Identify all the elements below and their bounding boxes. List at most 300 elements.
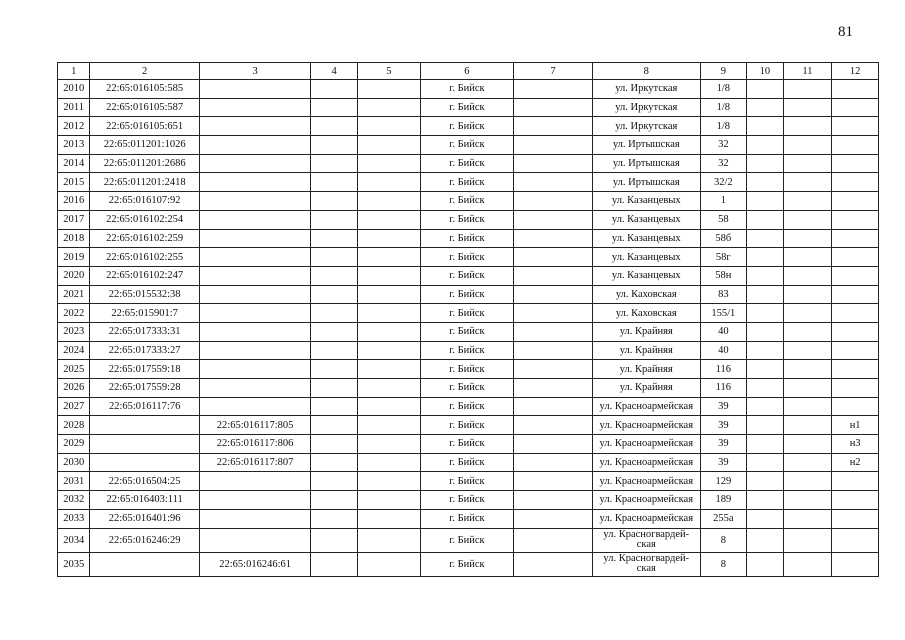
table-cell <box>357 154 420 173</box>
table-cell <box>747 341 783 360</box>
table-cell <box>783 229 832 248</box>
table-cell <box>514 154 593 173</box>
table-cell <box>357 360 420 379</box>
table-cell: 2013 <box>58 136 90 155</box>
table-cell: г. Бийск <box>420 173 513 192</box>
table-cell <box>311 397 358 416</box>
table-cell <box>357 266 420 285</box>
column-header: 4 <box>311 63 358 80</box>
table-cell <box>514 379 593 398</box>
table-cell: ул. Крайняя <box>593 322 700 341</box>
table-cell <box>747 509 783 528</box>
table-cell: г. Бийск <box>420 248 513 267</box>
table-cell: 189 <box>700 491 747 510</box>
table-cell <box>90 416 199 435</box>
table-cell: 22:65:011201:2418 <box>90 173 199 192</box>
table-cell: 22:65:016117:76 <box>90 397 199 416</box>
table-cell <box>357 322 420 341</box>
table-cell: 32 <box>700 136 747 155</box>
table-cell: 2012 <box>58 117 90 136</box>
table-cell <box>783 248 832 267</box>
table-cell <box>747 98 783 117</box>
table-cell <box>357 552 420 576</box>
table-cell <box>783 397 832 416</box>
table-cell: 22:65:016246:29 <box>90 528 199 552</box>
table-row <box>58 173 879 192</box>
table-cell <box>783 435 832 454</box>
table-cell: ул. Иркутская <box>593 98 700 117</box>
table-cell <box>832 472 879 491</box>
table-cell <box>311 416 358 435</box>
table-cell: ул. Красноармейская <box>593 472 700 491</box>
table-cell <box>357 248 420 267</box>
table-cell <box>783 117 832 136</box>
table-cell: г. Бийск <box>420 266 513 285</box>
table-cell <box>311 360 358 379</box>
table-cell <box>311 341 358 360</box>
table-cell <box>199 266 310 285</box>
table-cell <box>747 491 783 510</box>
table-cell <box>747 552 783 576</box>
table-cell <box>357 285 420 304</box>
table-cell <box>514 435 593 454</box>
table-cell: 39 <box>700 453 747 472</box>
table-cell <box>783 136 832 155</box>
table-cell <box>747 322 783 341</box>
table-row <box>58 192 879 211</box>
table-cell <box>514 266 593 285</box>
table-cell <box>199 509 310 528</box>
table-cell: н3 <box>832 435 879 454</box>
table-cell: г. Бийск <box>420 285 513 304</box>
table-cell <box>747 304 783 323</box>
table-cell <box>199 379 310 398</box>
table-cell <box>783 453 832 472</box>
table-cell: ул. Казанцевых <box>593 229 700 248</box>
table-cell <box>514 173 593 192</box>
column-header: 7 <box>514 63 593 80</box>
table-cell <box>783 360 832 379</box>
table-cell: 22:65:017333:31 <box>90 322 199 341</box>
table-cell <box>199 248 310 267</box>
column-header: 3 <box>199 63 310 80</box>
table-cell: 2021 <box>58 285 90 304</box>
column-header: 5 <box>357 63 420 80</box>
table-cell: 2017 <box>58 210 90 229</box>
table-cell: 2011 <box>58 98 90 117</box>
table-cell <box>783 472 832 491</box>
table-cell <box>514 341 593 360</box>
table-cell <box>357 453 420 472</box>
table-cell <box>357 397 420 416</box>
table-cell <box>747 210 783 229</box>
table-cell <box>199 491 310 510</box>
table-cell: г. Бийск <box>420 416 513 435</box>
table-cell: 22:65:016105:587 <box>90 98 199 117</box>
table-cell: 1/8 <box>700 80 747 99</box>
table-cell: ул. Крайняя <box>593 341 700 360</box>
table-cell <box>514 285 593 304</box>
table-cell <box>514 304 593 323</box>
table-cell <box>311 98 358 117</box>
table-cell <box>747 528 783 552</box>
table-cell: 22:65:016117:806 <box>199 435 310 454</box>
table-cell <box>783 285 832 304</box>
table-row <box>58 80 879 99</box>
table-cell: г. Бийск <box>420 154 513 173</box>
table-cell: ул. Иртышская <box>593 136 700 155</box>
table-cell <box>311 266 358 285</box>
table-cell <box>747 397 783 416</box>
table-cell: 2019 <box>58 248 90 267</box>
table-cell <box>199 285 310 304</box>
table-row <box>58 248 879 267</box>
table-cell <box>747 136 783 155</box>
table-cell: 1/8 <box>700 117 747 136</box>
table-cell: 22:65:016246:61 <box>199 552 310 576</box>
table-cell: г. Бийск <box>420 491 513 510</box>
table-row <box>58 360 879 379</box>
table-cell <box>783 266 832 285</box>
table-cell <box>90 453 199 472</box>
table-cell <box>747 248 783 267</box>
table-cell <box>832 528 879 552</box>
table-cell <box>747 453 783 472</box>
column-header: 1 <box>58 63 90 80</box>
table-cell <box>747 416 783 435</box>
table-cell <box>311 491 358 510</box>
table-row <box>58 491 879 510</box>
table-cell: 22:65:016102:255 <box>90 248 199 267</box>
table-cell <box>783 210 832 229</box>
table-cell: 1/8 <box>700 98 747 117</box>
table-row <box>58 509 879 528</box>
table-cell <box>311 528 358 552</box>
table-cell: 22:65:016401:96 <box>90 509 199 528</box>
table-cell: 255а <box>700 509 747 528</box>
table-cell <box>832 229 879 248</box>
table-cell <box>357 98 420 117</box>
table-cell <box>832 248 879 267</box>
table-cell <box>311 210 358 229</box>
table-cell <box>832 322 879 341</box>
table-cell: 58г <box>700 248 747 267</box>
table-cell <box>783 173 832 192</box>
table-cell: 129 <box>700 472 747 491</box>
table-cell: ул. Иркутская <box>593 117 700 136</box>
table-cell <box>783 552 832 576</box>
table-cell: г. Бийск <box>420 341 513 360</box>
table-cell: 22:65:016117:807 <box>199 453 310 472</box>
table-cell <box>832 80 879 99</box>
table-cell <box>199 210 310 229</box>
table-cell: г. Бийск <box>420 136 513 155</box>
table-cell: г. Бийск <box>420 509 513 528</box>
table-cell <box>311 472 358 491</box>
table-cell <box>514 416 593 435</box>
table-cell <box>357 435 420 454</box>
table-cell: 58б <box>700 229 747 248</box>
column-header: 6 <box>420 63 513 80</box>
table-cell <box>832 285 879 304</box>
table-cell <box>514 397 593 416</box>
table-cell: 22:65:016105:585 <box>90 80 199 99</box>
table-cell <box>199 98 310 117</box>
table-cell: ул. Красноармейская <box>593 416 700 435</box>
table-row <box>58 285 879 304</box>
table-cell: 58 <box>700 210 747 229</box>
table-cell <box>514 360 593 379</box>
table-cell <box>832 304 879 323</box>
table-cell: г. Бийск <box>420 453 513 472</box>
table-cell: г. Бийск <box>420 528 513 552</box>
table-cell: 155/1 <box>700 304 747 323</box>
table-cell <box>747 360 783 379</box>
table-cell <box>311 304 358 323</box>
table-cell: г. Бийск <box>420 379 513 398</box>
table-cell: 2028 <box>58 416 90 435</box>
table-cell <box>311 379 358 398</box>
table-cell <box>514 98 593 117</box>
table-cell <box>357 229 420 248</box>
table-cell <box>357 173 420 192</box>
table-cell: 2010 <box>58 80 90 99</box>
table-cell: ул. Крайняя <box>593 360 700 379</box>
table-row <box>58 397 879 416</box>
table-cell: г. Бийск <box>420 117 513 136</box>
table-cell <box>832 360 879 379</box>
table-cell: 39 <box>700 435 747 454</box>
table-cell: г. Бийск <box>420 304 513 323</box>
table-cell: 22:65:016102:254 <box>90 210 199 229</box>
table-cell <box>311 435 358 454</box>
table-row <box>58 528 879 552</box>
table-cell: г. Бийск <box>420 210 513 229</box>
table-cell <box>514 80 593 99</box>
table-cell <box>199 322 310 341</box>
table-cell <box>832 210 879 229</box>
table-cell: 22:65:016117:805 <box>199 416 310 435</box>
table-cell <box>199 341 310 360</box>
table-cell <box>832 98 879 117</box>
table-cell: 32 <box>700 154 747 173</box>
table-cell <box>514 136 593 155</box>
table-cell: 22:65:016403:111 <box>90 491 199 510</box>
table-cell <box>747 285 783 304</box>
table-cell: г. Бийск <box>420 360 513 379</box>
table-cell: 40 <box>700 322 747 341</box>
table-cell: ул. Казанцевых <box>593 248 700 267</box>
table-cell <box>199 117 310 136</box>
table-cell <box>514 528 593 552</box>
table-cell <box>783 322 832 341</box>
table-cell: 1 <box>700 192 747 211</box>
table-row <box>58 453 879 472</box>
table-cell: 2014 <box>58 154 90 173</box>
column-header: 12 <box>832 63 879 80</box>
table-cell <box>357 379 420 398</box>
table-cell <box>783 509 832 528</box>
page-number: 81 <box>838 24 853 40</box>
table-cell <box>199 528 310 552</box>
table-cell <box>514 229 593 248</box>
table-cell <box>311 453 358 472</box>
table-cell <box>311 509 358 528</box>
table-cell <box>832 117 879 136</box>
table-cell <box>357 509 420 528</box>
table-row <box>58 435 879 454</box>
table-cell: 22:65:016102:259 <box>90 229 199 248</box>
table-cell <box>747 80 783 99</box>
table-cell <box>747 192 783 211</box>
column-header: 2 <box>90 63 199 80</box>
table-cell: ул. Иркутская <box>593 80 700 99</box>
table-cell: 8 <box>700 528 747 552</box>
table-cell: 2029 <box>58 435 90 454</box>
table-cell <box>832 136 879 155</box>
table-cell: 58н <box>700 266 747 285</box>
table-cell: 22:65:017333:27 <box>90 341 199 360</box>
table-cell <box>199 136 310 155</box>
table-cell: 116 <box>700 379 747 398</box>
table-row <box>58 341 879 360</box>
table-cell: 32/2 <box>700 173 747 192</box>
table-cell: ул. Красноармейская <box>593 397 700 416</box>
table-cell <box>783 304 832 323</box>
table-cell: г. Бийск <box>420 472 513 491</box>
table-cell: г. Бийск <box>420 98 513 117</box>
table-cell <box>514 453 593 472</box>
table-cell <box>832 192 879 211</box>
table-cell <box>357 341 420 360</box>
table-cell: 22:65:016105:651 <box>90 117 199 136</box>
table-cell: ул. Крайняя <box>593 379 700 398</box>
table-cell: 2032 <box>58 491 90 510</box>
table-cell: 2020 <box>58 266 90 285</box>
table-cell <box>514 210 593 229</box>
table-cell: г. Бийск <box>420 397 513 416</box>
table-cell: 2033 <box>58 509 90 528</box>
table-cell <box>832 173 879 192</box>
column-header: 11 <box>783 63 832 80</box>
table-cell <box>311 248 358 267</box>
table-cell <box>199 192 310 211</box>
table-cell: г. Бийск <box>420 552 513 576</box>
table-cell <box>832 552 879 576</box>
table-row <box>58 229 879 248</box>
table-cell <box>514 509 593 528</box>
table-row <box>58 472 879 491</box>
table-cell: ул. Казанцевых <box>593 192 700 211</box>
table-cell <box>311 173 358 192</box>
table-cell: 2025 <box>58 360 90 379</box>
table-cell <box>747 472 783 491</box>
table-cell: н2 <box>832 453 879 472</box>
table-cell: ул. Казанцевых <box>593 266 700 285</box>
table-cell: ул. Красноармейская <box>593 453 700 472</box>
table-cell: 40 <box>700 341 747 360</box>
table-cell <box>357 192 420 211</box>
table-cell <box>783 341 832 360</box>
table-cell <box>514 472 593 491</box>
table-cell <box>357 472 420 491</box>
table-cell: г. Бийск <box>420 80 513 99</box>
table-cell: 39 <box>700 416 747 435</box>
table-cell: 22:65:016102:247 <box>90 266 199 285</box>
table-cell <box>311 285 358 304</box>
table-cell: г. Бийск <box>420 435 513 454</box>
table-cell <box>514 192 593 211</box>
table-cell: ул. Красноармейская <box>593 491 700 510</box>
table-cell <box>311 322 358 341</box>
table-cell <box>199 397 310 416</box>
table-cell: г. Бийск <box>420 192 513 211</box>
table-cell: 2035 <box>58 552 90 576</box>
table-cell: 22:65:011201:2686 <box>90 154 199 173</box>
table-cell <box>311 136 358 155</box>
table-cell: г. Бийск <box>420 229 513 248</box>
column-header: 9 <box>700 63 747 80</box>
table-cell <box>311 154 358 173</box>
table-cell: г. Бийск <box>420 322 513 341</box>
table-body <box>58 63 879 577</box>
table-cell: 8 <box>700 552 747 576</box>
table-cell <box>783 416 832 435</box>
table-cell: ул. Каховская <box>593 304 700 323</box>
table-cell <box>311 80 358 99</box>
table-cell <box>311 552 358 576</box>
table-cell: 2031 <box>58 472 90 491</box>
table-cell <box>357 136 420 155</box>
table-cell <box>783 80 832 99</box>
table-cell <box>832 266 879 285</box>
table-cell: 2030 <box>58 453 90 472</box>
table-cell <box>90 552 199 576</box>
table-cell <box>783 154 832 173</box>
table-row <box>58 136 879 155</box>
table-cell: ул. Казанцевых <box>593 210 700 229</box>
table-cell: 22:65:016107:92 <box>90 192 199 211</box>
table-cell: 2015 <box>58 173 90 192</box>
table-cell: 2026 <box>58 379 90 398</box>
table-cell <box>357 210 420 229</box>
table-cell <box>783 192 832 211</box>
table-cell <box>199 472 310 491</box>
table-cell: 2027 <box>58 397 90 416</box>
table-cell <box>514 322 593 341</box>
table-cell <box>357 80 420 99</box>
table-cell <box>747 173 783 192</box>
table-row <box>58 552 879 576</box>
table-row <box>58 322 879 341</box>
table-cell <box>747 435 783 454</box>
table-cell <box>199 154 310 173</box>
table-cell: 22:65:017559:28 <box>90 379 199 398</box>
table-cell <box>199 360 310 379</box>
register-table <box>57 62 879 577</box>
table-cell <box>514 491 593 510</box>
table-cell <box>90 435 199 454</box>
column-header: 8 <box>593 63 700 80</box>
table-cell: 22:65:017559:18 <box>90 360 199 379</box>
table-cell <box>783 98 832 117</box>
table-cell <box>199 173 310 192</box>
table-cell <box>832 491 879 510</box>
table-cell: 22:65:016504:25 <box>90 472 199 491</box>
table-row <box>58 379 879 398</box>
table-cell <box>357 528 420 552</box>
table-row <box>58 416 879 435</box>
